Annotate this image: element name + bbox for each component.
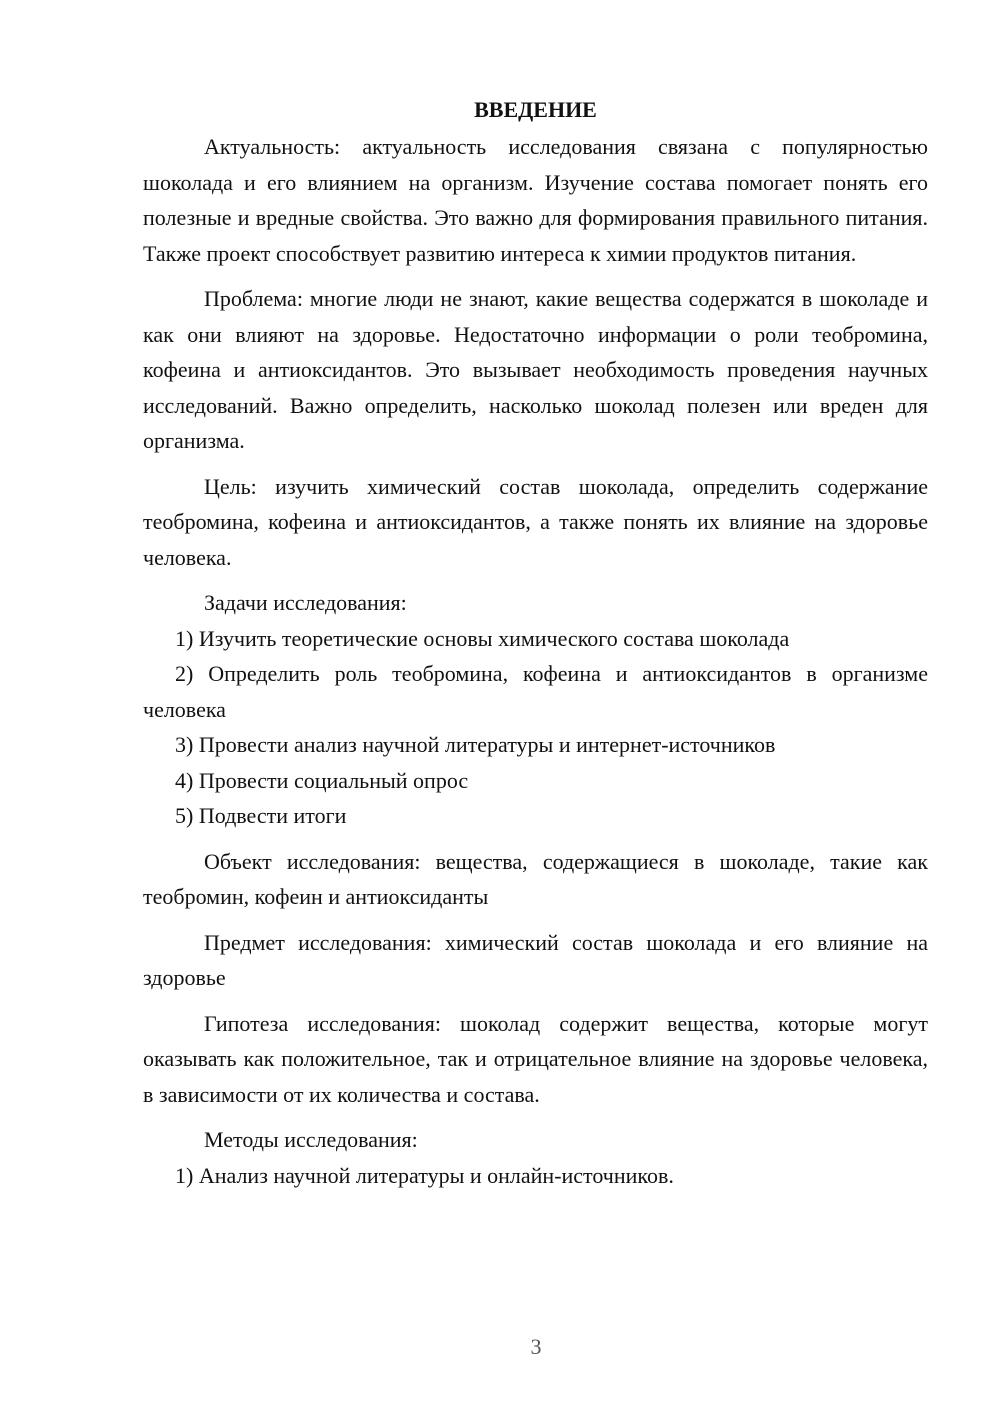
page-content bbox=[143, 92, 928, 1193]
methods-heading: Методы исследования: bbox=[204, 1127, 418, 1152]
paragraph-hypothesis: Гипотеза исследования: шоколад содержит вещества, которые могут оказывать как положительное, так и отрицательное влияние на здоровье человека, в зависимости от их количества и состава. bbox=[143, 1010, 928, 1107]
task-item-4: 4) Провести социальный опрос bbox=[175, 767, 469, 793]
page-number: 3 bbox=[530, 1334, 542, 1359]
paragraph-object: Объект исследования: вещества, содержащиеся в шоколаде, такие как теобромин, кофеин и антиоксиданты bbox=[143, 848, 928, 909]
method-item-1: 1) Анализ научной литературы и онлайн-источников. bbox=[175, 1162, 674, 1188]
task-item-2: 2) Определить роль теобромина, кофеина и антиоксидантов в организме человека bbox=[143, 661, 928, 722]
section-title: ВВЕДЕНИЕ bbox=[474, 97, 597, 122]
tasks-heading: Задачи исследования: bbox=[204, 590, 407, 615]
paragraph-subject: Предмет исследования: химический состав шоколада и его влияние на здоровье bbox=[143, 929, 928, 990]
task-item-1: 1) Изучить теоретические основы химического состава шоколада bbox=[175, 625, 790, 651]
paragraph-relevance: Актуальность: актуальность исследования связана с популярностью шоколада и его влиянием на организм. Изучение состава помогает понять его полезные и вредные свойства. Это важно для формирования правильного питания. Также проект способствует развитию интереса к химии продуктов питания. bbox=[143, 134, 928, 266]
paragraph-problem: Проблема: многие люди не знают, какие вещества содержатся в шоколаде и как они влияют на здоровье. Недостаточно информации о роли теобромина, кофеина и антиоксидантов. Это вызывает необходимость проведения научных исследований. Важно определить, насколько шоколад полезен или вреден для организма. bbox=[143, 286, 928, 453]
task-item-3: 3) Провести анализ научной литературы и интернет-источников bbox=[175, 732, 776, 757]
task-item-5: 5) Подвести итоги bbox=[175, 803, 347, 828]
paragraph-goal: Цель: изучить химический состав шоколада, определить содержание теобромина, кофеина и антиоксидантов, а также понять их влияние на здоровье человека. bbox=[143, 473, 928, 570]
